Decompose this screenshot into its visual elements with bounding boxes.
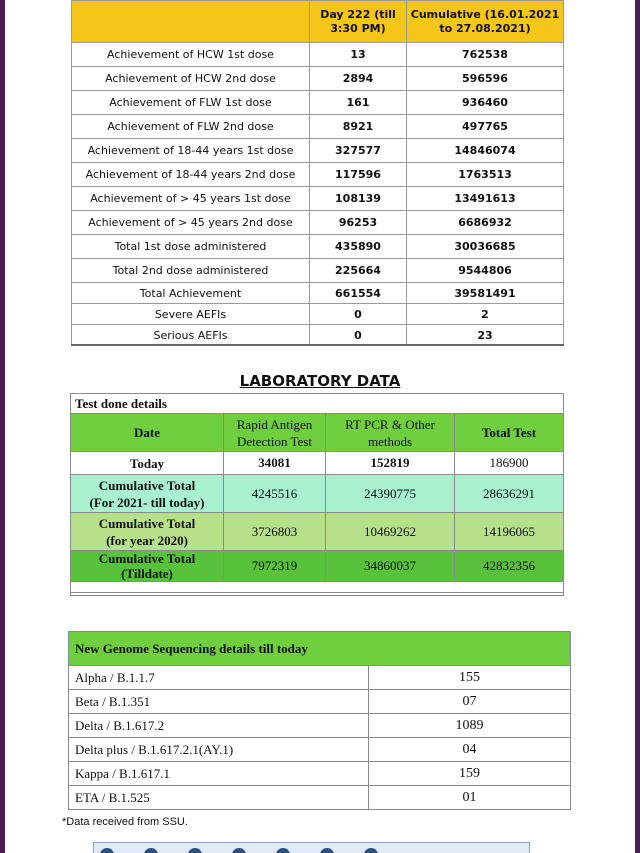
row-rtpcr-value: 10469262	[326, 513, 455, 551]
variant-count: 07	[369, 690, 571, 714]
header-rtpcr-line2: methods	[367, 433, 413, 449]
bottom-icon-strip	[93, 842, 530, 853]
row-label: Total 1st dose administered	[72, 235, 310, 259]
row-label: Total 2nd dose administered	[72, 259, 310, 283]
vaccination-table-bottom-rule	[71, 344, 564, 346]
page-frame-right	[635, 0, 640, 853]
row-label: Today	[71, 452, 224, 475]
table-row	[71, 513, 564, 551]
variant-name: Beta / B.1.351	[69, 690, 369, 714]
table-row	[72, 211, 564, 235]
row-day-value: 117596	[310, 163, 407, 187]
person-icon	[320, 848, 334, 853]
laboratory-table-footer	[70, 578, 564, 596]
table-row	[72, 304, 564, 325]
genome-header-row	[69, 632, 571, 666]
variant-count: 1089	[369, 714, 571, 738]
footnote: *Data received from SSU.	[62, 816, 188, 828]
variant-name: Delta plus / B.1.617.2.1(AY.1)	[69, 738, 369, 762]
table-row	[71, 551, 564, 582]
laboratory-caption-row	[71, 394, 564, 414]
table-row	[69, 666, 571, 690]
vaccination-header-row	[72, 1, 564, 43]
laboratory-title: LABORATORY DATA	[239, 372, 401, 390]
row-label: Achievement of FLW 2nd dose	[72, 115, 310, 139]
header-rapid-antigen	[224, 414, 326, 452]
table-row	[72, 139, 564, 163]
variant-count: 04	[369, 738, 571, 762]
row-label: Achievement of HCW 1st dose	[72, 43, 310, 67]
table-row	[69, 690, 571, 714]
variant-name: Alpha / B.1.1.7	[69, 666, 369, 690]
person-icon	[276, 848, 290, 853]
laboratory-header-row	[71, 414, 564, 452]
header-day-line2: 3:30 PM)	[330, 21, 386, 35]
row-rapid-value: 4245516	[224, 475, 326, 513]
row-rapid-value: 3726803	[224, 513, 326, 551]
row-cumulative-value: 936460	[407, 91, 564, 115]
row-rtpcr-value: 152819	[326, 452, 455, 475]
row-cumulative-value: 2	[407, 304, 564, 325]
row-cumulative-value: 39581491	[407, 283, 564, 304]
variant-count: 155	[369, 666, 571, 690]
table-row	[72, 235, 564, 259]
row-cumulative-value: 762538	[407, 43, 564, 67]
variant-name: ETA / B.1.525	[69, 786, 369, 810]
header-day-line1: Day 222 (till	[320, 7, 396, 21]
row-cumulative-value: 9544806	[407, 259, 564, 283]
variant-name: Delta / B.1.617.2	[69, 714, 369, 738]
table-row	[69, 786, 571, 810]
table-row	[72, 187, 564, 211]
header-rapid-line2: Detection Test	[236, 433, 313, 449]
header-cumulative-line2: to 27.08.2021)	[439, 21, 531, 35]
person-icon	[144, 848, 158, 853]
header-cumulative-line1: Cumulative (16.01.2021	[410, 7, 560, 21]
row-day-value: 161	[310, 91, 407, 115]
row-day-value: 0	[310, 325, 407, 346]
row-label	[71, 551, 224, 582]
row-day-value: 13	[310, 43, 407, 67]
table-row	[72, 259, 564, 283]
row-label: Severe AEFIs	[72, 304, 310, 325]
variant-count: 01	[369, 786, 571, 810]
table-row	[72, 163, 564, 187]
table-row	[71, 452, 564, 475]
table-row	[72, 91, 564, 115]
header-rtpcr-line1: RT PCR & Other	[345, 416, 435, 432]
row-label-line2: (Tilldate)	[121, 566, 173, 581]
row-label: Achievement of > 45 years 2nd dose	[72, 211, 310, 235]
row-cumulative-value: 13491613	[407, 187, 564, 211]
row-day-value: 108139	[310, 187, 407, 211]
row-rtpcr-value: 34860037	[326, 551, 455, 582]
row-day-value: 327577	[310, 139, 407, 163]
row-cumulative-value: 6686932	[407, 211, 564, 235]
row-day-value: 96253	[310, 211, 407, 235]
genome-table	[68, 631, 571, 810]
row-label: Achievement of 18-44 years 2nd dose	[72, 163, 310, 187]
row-total-value: 28636291	[455, 475, 564, 513]
table-row	[72, 115, 564, 139]
header-date: Date	[71, 414, 224, 452]
row-label: Total Achievement	[72, 283, 310, 304]
table-row	[69, 738, 571, 762]
vaccination-header-cumulative	[407, 1, 564, 43]
row-label-line1: Cumulative Total	[98, 515, 196, 531]
person-icon	[188, 848, 202, 853]
vaccination-header-blank	[72, 1, 310, 43]
row-rtpcr-value: 24390775	[326, 475, 455, 513]
row-cumulative-value: 23	[407, 325, 564, 346]
row-cumulative-value: 1763513	[407, 163, 564, 187]
person-icon	[100, 848, 114, 853]
row-label	[71, 475, 224, 513]
row-day-value: 0	[310, 304, 407, 325]
header-rapid-line1: Rapid Antigen	[236, 416, 313, 432]
person-icon	[364, 848, 378, 853]
row-label: Achievement of HCW 2nd dose	[72, 67, 310, 91]
row-cumulative-value: 30036685	[407, 235, 564, 259]
row-label: Serious AEFIs	[72, 325, 310, 346]
table-row	[72, 43, 564, 67]
variant-count: 159	[369, 762, 571, 786]
row-cumulative-value: 596596	[407, 67, 564, 91]
row-label-line2: (For 2021- till today)	[89, 494, 205, 510]
genome-title: New Genome Sequencing details till today	[69, 632, 571, 666]
row-day-value: 8921	[310, 115, 407, 139]
row-total-value: 14196065	[455, 513, 564, 551]
row-label: Achievement of > 45 years 1st dose	[72, 187, 310, 211]
row-rapid-value: 7972319	[224, 551, 326, 582]
table-row	[69, 714, 571, 738]
vaccination-header-day	[310, 1, 407, 43]
person-icon	[232, 848, 246, 853]
row-label-line1: Cumulative Total	[98, 551, 196, 566]
table-row	[72, 67, 564, 91]
header-total-test: Total Test	[455, 414, 564, 452]
row-cumulative-value: 14846074	[407, 139, 564, 163]
row-total-value: 42832356	[455, 551, 564, 582]
laboratory-caption: Test done details	[71, 394, 564, 414]
row-label-line1: Cumulative Total	[98, 477, 196, 493]
row-label-line2: (for year 2020)	[106, 532, 188, 548]
row-day-value: 225664	[310, 259, 407, 283]
row-label: Achievement of 18-44 years 1st dose	[72, 139, 310, 163]
table-row	[72, 325, 564, 346]
table-row	[69, 762, 571, 786]
page-frame-left	[0, 0, 5, 853]
row-label	[71, 513, 224, 551]
variant-name: Kappa / B.1.617.1	[69, 762, 369, 786]
row-day-value: 2894	[310, 67, 407, 91]
row-total-value: 186900	[455, 452, 564, 475]
vaccination-table	[71, 0, 564, 346]
row-rapid-value: 34081	[224, 452, 326, 475]
row-label: Achievement of FLW 1st dose	[72, 91, 310, 115]
row-day-value: 661554	[310, 283, 407, 304]
table-row	[71, 475, 564, 513]
table-row	[72, 283, 564, 304]
header-rtpcr	[326, 414, 455, 452]
row-cumulative-value: 497765	[407, 115, 564, 139]
row-day-value: 435890	[310, 235, 407, 259]
laboratory-table	[70, 393, 564, 582]
